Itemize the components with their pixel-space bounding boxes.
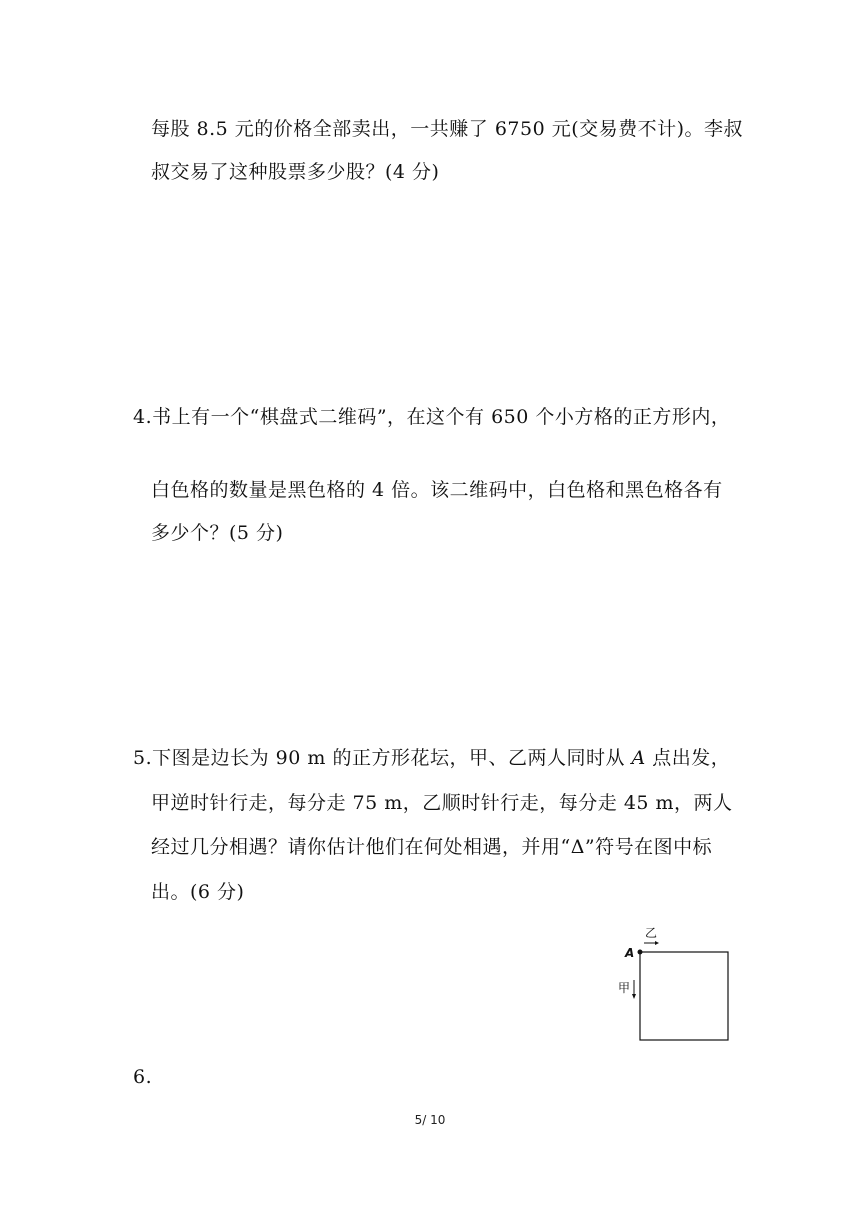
- clockwise-arrow-head: [655, 941, 659, 945]
- problem-5-line-2: 甲逆时针行走，每分走 75 m，乙顺时针行走，每分走 45 m，两人: [151, 792, 733, 814]
- point-a-variable: A: [631, 747, 646, 769]
- problem-4-line-2: 白色格的数量是黑色格的 4 倍。该二维码中，白色格和黑色格各有: [151, 479, 723, 501]
- problem-5-line-3: 经过几分相遇？请你估计他们在何处相遇，并用“Δ”符号在图中标: [151, 836, 713, 858]
- walker-yi-label: 乙: [645, 926, 658, 940]
- problem-4-line-3: 多少个？(5 分): [151, 522, 284, 544]
- point-a-dot: [638, 950, 643, 955]
- problem-3-line-2: 叔交易了这种股票多少股？(4 分): [151, 161, 440, 183]
- counterclockwise-arrow-head: [632, 994, 636, 999]
- problem-3-line-1: 每股 8.5 元的价格全部卖出，一共赚了 6750 元(交易费不计)。李叔: [151, 118, 744, 140]
- walker-jia-label: 甲: [618, 981, 631, 995]
- problem-6-number: 6.: [133, 1066, 153, 1088]
- square-flowerbed: [640, 952, 728, 1040]
- square-flowerbed-figure: [612, 922, 736, 1046]
- point-a-label: A: [625, 946, 635, 960]
- page-number: 5/ 10: [414, 1113, 446, 1127]
- problem-5-line-1: [133, 745, 730, 771]
- problem-5-line-1-text-b: 点出发，: [645, 747, 731, 769]
- problem-5-line-4: 出。(6 分): [151, 881, 245, 903]
- problem-5-line-1-text-a: 5.下图是边长为 90 m 的正方形花坛，甲、乙两人同时从: [133, 747, 632, 769]
- problem-4-line-1: 4.书上有一个“棋盘式二维码”，在这个有 650 个小方格的正方形内，: [133, 406, 731, 428]
